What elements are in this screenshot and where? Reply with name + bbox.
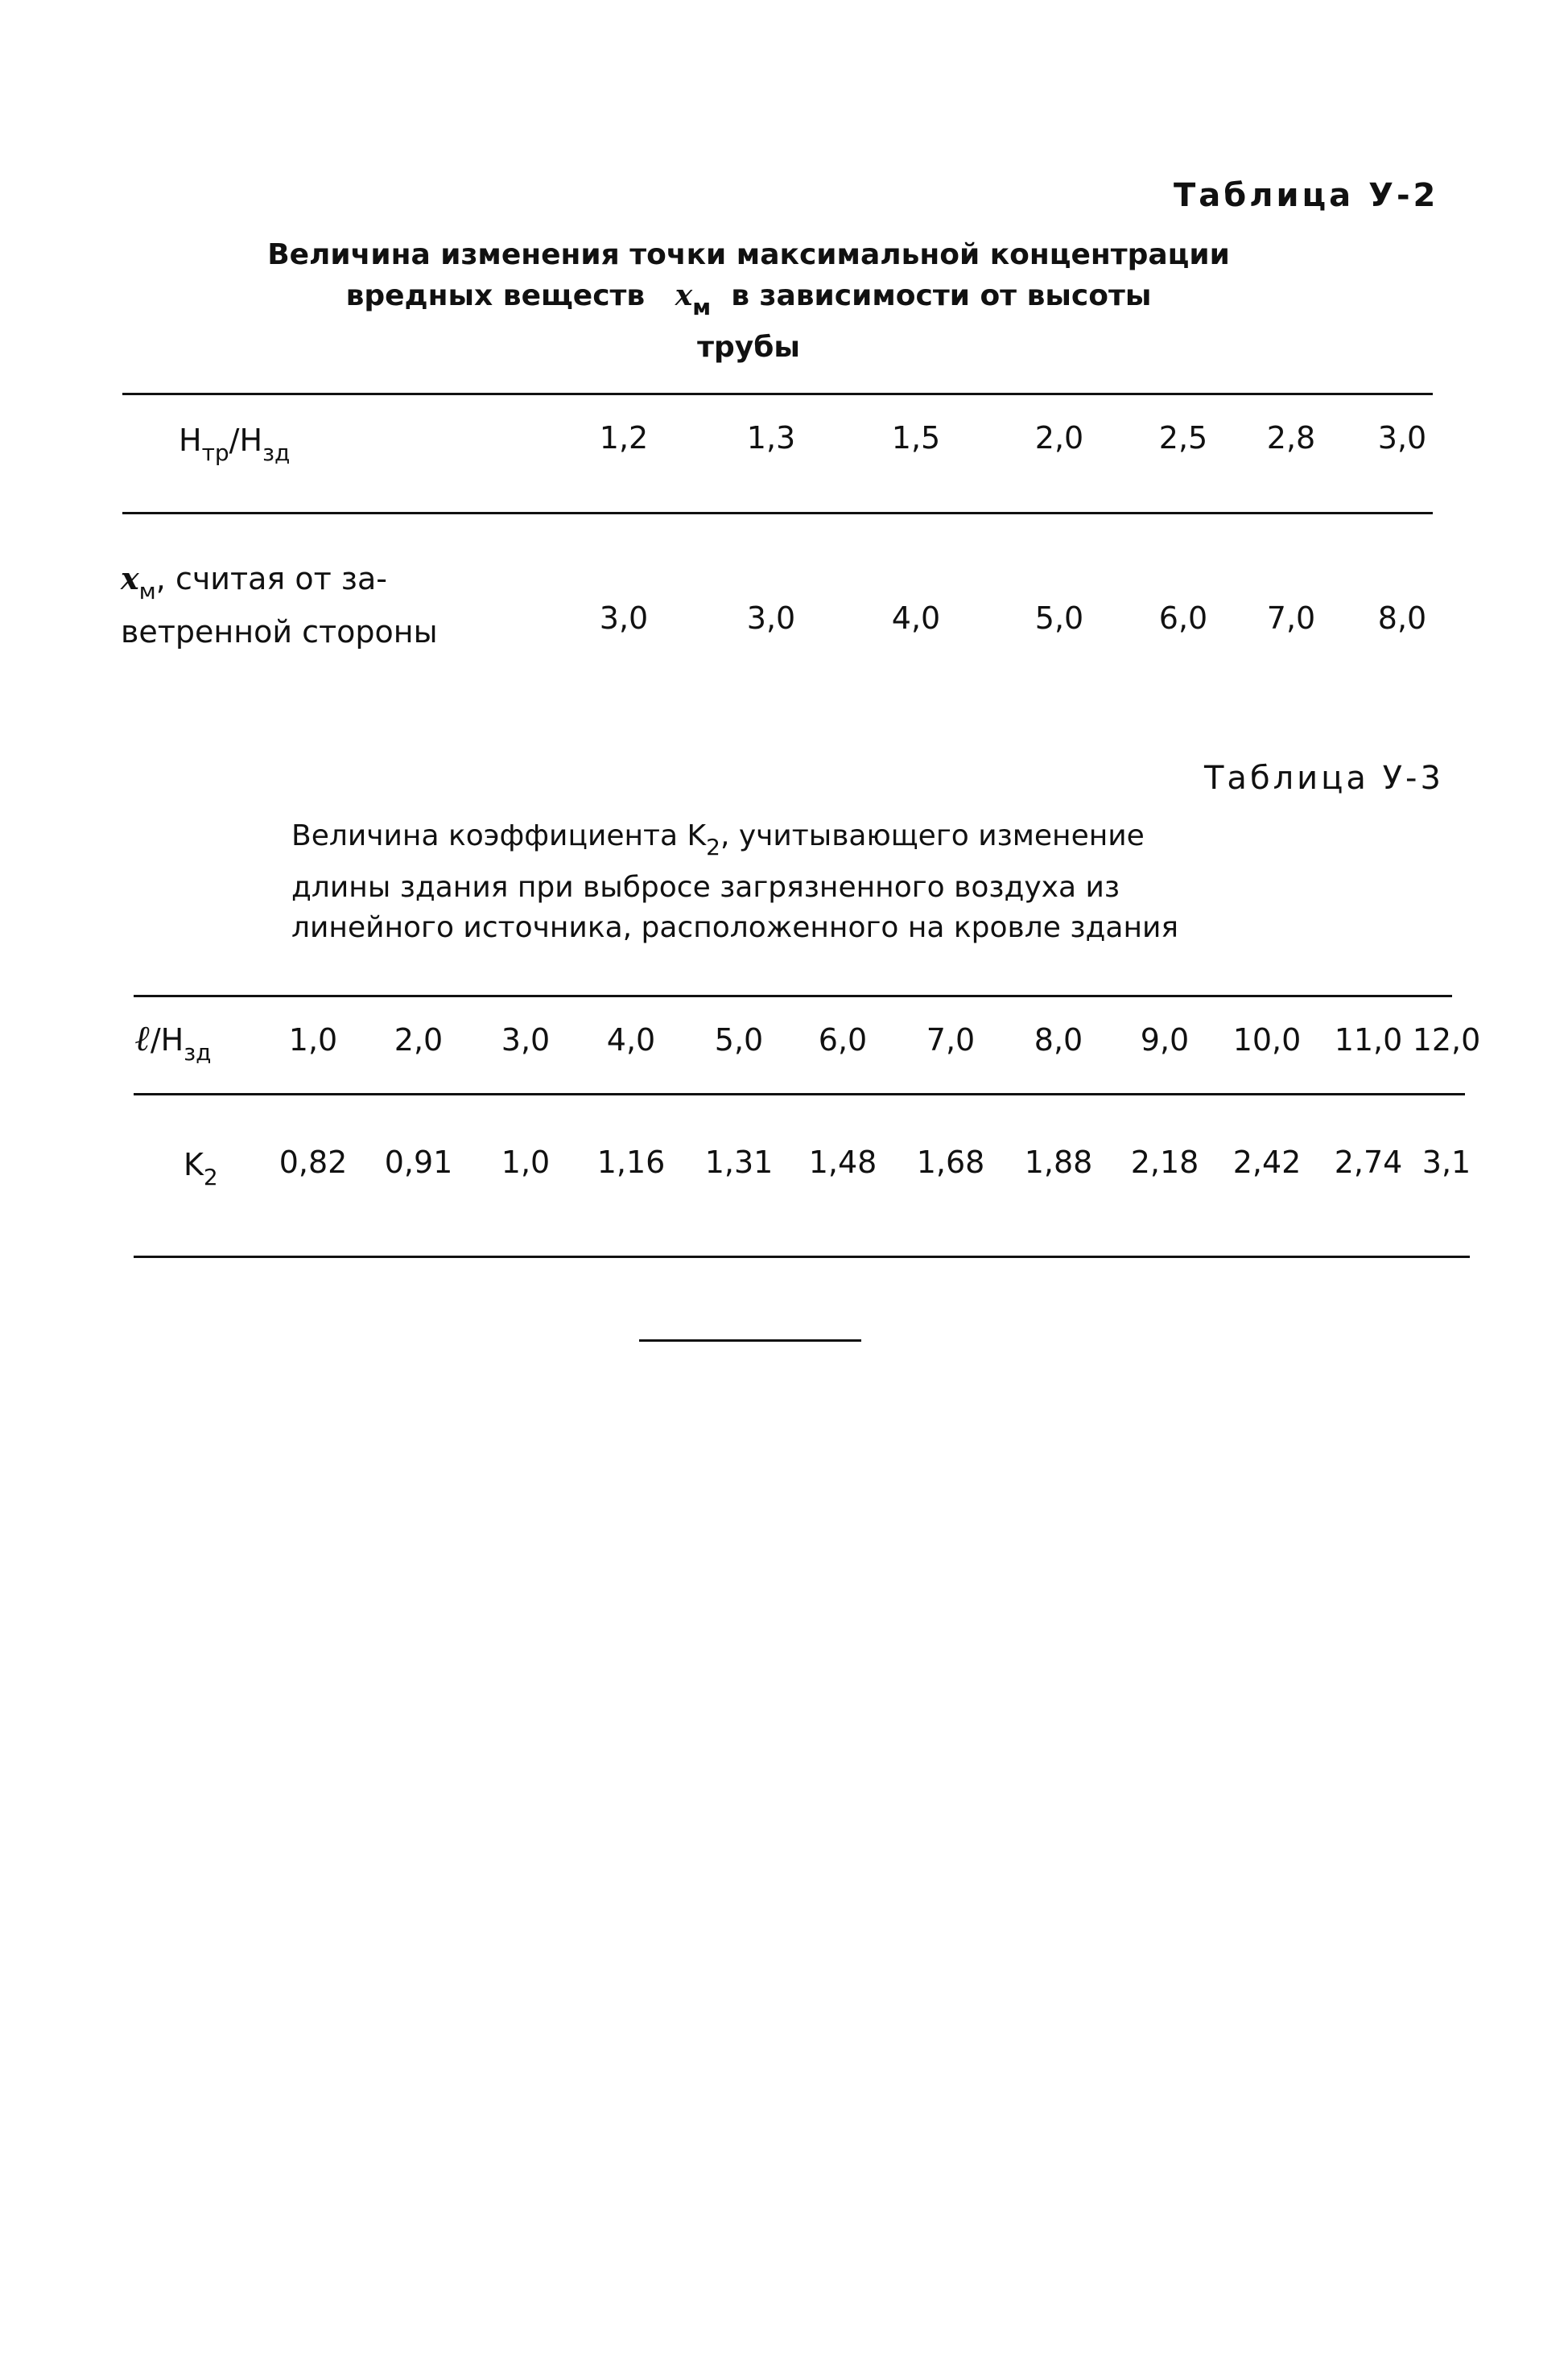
table-u3-header-cell-1: 1,0 bbox=[288, 1022, 338, 1058]
table-u2-header-cell-3: 1,5 bbox=[891, 420, 941, 456]
table-u2-caption-line3: трубы bbox=[697, 331, 800, 364]
table-u3-header-label: $\ell/H_{зд}$ bbox=[135, 1018, 212, 1066]
table-u3-top-rule bbox=[134, 995, 1452, 997]
table-u3-row-cell-7: 1,68 bbox=[916, 1145, 985, 1180]
table-u3-row-cell-4: 1,16 bbox=[596, 1145, 666, 1180]
table-u3-row-cell-5: 1,31 bbox=[704, 1145, 774, 1180]
table-u3-row-cell-9: 2,18 bbox=[1130, 1145, 1199, 1180]
table-u3-header-cell-5: 5,0 bbox=[714, 1022, 764, 1058]
table-u3-row-cell-1: 0,82 bbox=[279, 1145, 348, 1180]
table-u3-caption-line3: линейного источника, расположенного на кровле здания bbox=[291, 911, 1179, 944]
table-u3-header-cell-8: 8,0 bbox=[1034, 1022, 1083, 1058]
table-u2-row-cell-1: 3,0 bbox=[599, 600, 649, 636]
table-u3-row-cell-3: 1,0 bbox=[501, 1145, 551, 1180]
table-u2-row-cell-3: 4,0 bbox=[891, 600, 941, 636]
table-u3-row-cell-12: 3,1 bbox=[1422, 1145, 1471, 1180]
table-u2-row-cell-5: 6,0 bbox=[1158, 600, 1208, 636]
table-u3-header-cell-7: 7,0 bbox=[926, 1022, 976, 1058]
table-u2-row-label: $x_м$, считая от за- ветренной стороны bbox=[121, 560, 438, 650]
table-u3-row-label: $K_2$ bbox=[184, 1147, 218, 1190]
end-rule bbox=[639, 1339, 861, 1342]
table-u2-row-cell-2: 3,0 bbox=[746, 600, 796, 636]
table-u2-caption-line1: Величина изменения точки максимальной концентрации bbox=[267, 238, 1230, 271]
table-u2-label: Таблица У-2 bbox=[1174, 177, 1439, 214]
table-u3-header-cell-9: 9,0 bbox=[1140, 1022, 1190, 1058]
table-u3-header-cell-2: 2,0 bbox=[394, 1022, 444, 1058]
table-u2-header-cell-7: 3,0 bbox=[1377, 420, 1427, 456]
table-u2-header-cell-5: 2,5 bbox=[1158, 420, 1208, 456]
table-u3-header-cell-12: 12,0 bbox=[1412, 1022, 1481, 1058]
table-u3-row-cell-2: 0,91 bbox=[384, 1145, 453, 1180]
table-u3-caption-line1: Величина коэффициента $K_2$, учитывающего изменение bbox=[291, 819, 1145, 860]
table-u3-header-cell-11: 11,0 bbox=[1334, 1022, 1403, 1058]
table-u2-row-cell-6: 7,0 bbox=[1266, 600, 1316, 636]
table-u2-header-cell-4: 2,0 bbox=[1034, 420, 1084, 456]
table-u2-mid-rule bbox=[122, 512, 1433, 514]
table-u3-header-cell-3: 3,0 bbox=[501, 1022, 551, 1058]
table-u2-row-cell-4: 5,0 bbox=[1034, 600, 1084, 636]
table-u2-row-cell-7: 8,0 bbox=[1377, 600, 1427, 636]
table-u3-row-cell-8: 1,88 bbox=[1024, 1145, 1093, 1180]
table-u3-label: Таблица У-3 bbox=[1204, 760, 1444, 797]
table-u2-top-rule bbox=[122, 393, 1433, 395]
table-u3-row-cell-11: 2,74 bbox=[1334, 1145, 1403, 1180]
table-u3-header-cell-6: 6,0 bbox=[818, 1022, 868, 1058]
table-u2-header-label: $H_{тр}/H_{зд}$ bbox=[179, 423, 291, 466]
table-u3-caption-line2: длины здания при выбросе загрязненного воздуха из bbox=[291, 871, 1120, 904]
table-u3-caption bbox=[291, 816, 1338, 948]
table-u2-header-cell-1: 1,2 bbox=[599, 420, 649, 456]
table-u3-bottom-rule bbox=[134, 1256, 1470, 1258]
table-u2-caption bbox=[241, 235, 1256, 368]
table-u2-header-cell-2: 1,3 bbox=[746, 420, 796, 456]
table-u3-row-cell-10: 2,42 bbox=[1232, 1145, 1302, 1180]
table-u2-caption-line2: вредных веществ $x_м$ в зависимости от высоты bbox=[345, 278, 1152, 320]
table-u3-header-cell-10: 10,0 bbox=[1232, 1022, 1302, 1058]
table-u3-mid-rule bbox=[134, 1093, 1465, 1095]
table-u3-header-cell-4: 4,0 bbox=[606, 1022, 656, 1058]
table-u3-row-cell-6: 1,48 bbox=[808, 1145, 877, 1180]
table-u2-header-cell-6: 2,8 bbox=[1266, 420, 1316, 456]
